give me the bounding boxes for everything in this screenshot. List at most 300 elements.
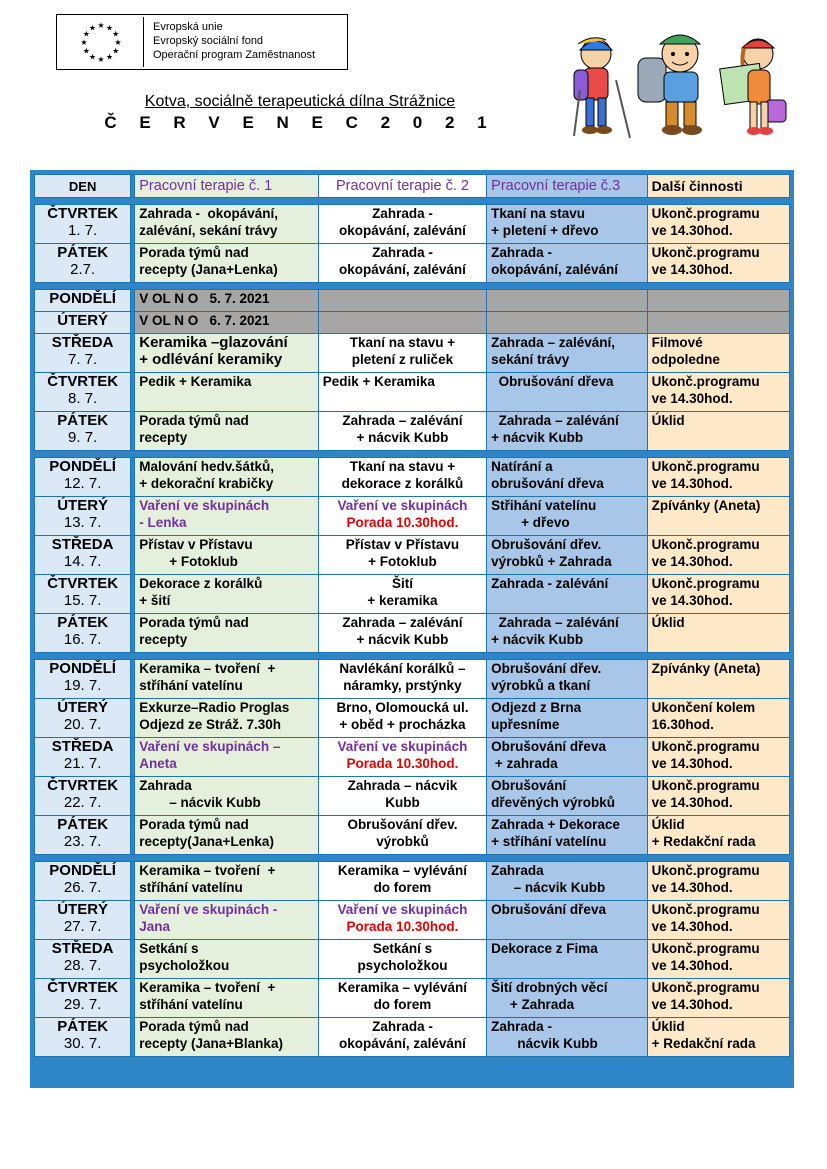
- cell-line: ve 14.30hod.: [651, 223, 733, 238]
- day-name: PÁTEK: [57, 244, 109, 261]
- cell-line: Porada týmů nad: [139, 413, 249, 428]
- day-date: 19. 7.: [63, 677, 102, 694]
- day-cell: [35, 614, 131, 653]
- day-date: 26. 7.: [63, 879, 102, 896]
- activity-cell-c1: [135, 497, 318, 536]
- activity-cell-c2: [318, 940, 486, 979]
- cell-line: ve 14.30hod.: [651, 593, 733, 608]
- activity-cell-c4: [647, 738, 789, 777]
- cell-line: Ukonč.programu: [651, 863, 760, 878]
- activity-cell-c1: [135, 699, 318, 738]
- cell-line: Setkání s: [372, 941, 433, 956]
- column-header: Pracovní terapie č. 1: [135, 175, 318, 198]
- eu-star-icon: ★: [82, 29, 90, 39]
- cell-line: Ukonč.programu: [651, 980, 760, 995]
- cell-line: Keramika –glazování: [139, 334, 288, 351]
- activity-cell-c1: [135, 979, 318, 1018]
- cell-line: Obrušování dřev.: [347, 817, 458, 832]
- cell-line: Vaření ve skupinách: [139, 498, 270, 513]
- day-date: 7. 7.: [68, 351, 98, 368]
- activity-cell-c4: [647, 497, 789, 536]
- day-cell: [35, 699, 131, 738]
- cell-line: recepty: [139, 632, 188, 647]
- day-name: PONDĚLÍ: [49, 862, 116, 879]
- activity-cell-c1: [135, 412, 318, 451]
- cell-line: Porada 10.30hod.: [346, 919, 459, 934]
- cell-line: + dřevo: [491, 515, 570, 530]
- activity-cell-c4: [647, 940, 789, 979]
- activity-cell-c4: [647, 458, 789, 497]
- cell-line: Porada týmů nad: [139, 615, 249, 630]
- activity-cell-c3: [487, 205, 647, 244]
- day-cell: [35, 979, 131, 1018]
- cell-line: Zahrada – zalévání,: [491, 335, 615, 350]
- day-date: 30. 7.: [63, 1035, 102, 1052]
- cell-line: Setkání s: [139, 941, 199, 956]
- activity-cell-c2: [318, 205, 486, 244]
- activity-cell-c3: [487, 536, 647, 575]
- cell-line: Vaření ve skupinách: [337, 902, 468, 917]
- activity-cell-c3: [487, 497, 647, 536]
- cell-line: Porada týmů nad: [139, 245, 249, 260]
- cell-line: – nácvik Kubb: [139, 795, 261, 810]
- day-date: 29. 7.: [63, 996, 102, 1013]
- cell-line: + Fotoklub: [368, 554, 437, 569]
- activity-cell-c3: [487, 901, 647, 940]
- eu-line: Operační program Zaměstnanost: [153, 49, 316, 61]
- day-cell: [35, 536, 131, 575]
- cell-line: Ukonč.programu: [651, 245, 760, 260]
- cell-line: ve 14.30hod.: [651, 958, 733, 973]
- cell-line: stříhání vatelínu: [139, 678, 243, 693]
- activity-cell-c1: [135, 290, 318, 312]
- cell-line: Ukonč.programu: [651, 902, 760, 917]
- eu-star-icon: ★: [88, 23, 97, 33]
- day-cell: [35, 458, 131, 497]
- cell-line: Aneta: [139, 756, 177, 771]
- eu-logo-text: [153, 20, 315, 62]
- cell-line: Odjezd ze Stráž. 7.30h: [139, 717, 282, 732]
- day-cell: [35, 290, 131, 312]
- day-date: 14. 7.: [63, 553, 102, 570]
- day-cell: [35, 244, 131, 283]
- week-separator-cell: [35, 855, 790, 862]
- schedule-row: [35, 290, 790, 312]
- cell-line: ve 14.30hod.: [651, 919, 733, 934]
- cell-line: – nácvik Kubb: [491, 880, 606, 895]
- cell-line: Navlékání korálků –: [339, 661, 466, 676]
- activity-cell-c1: [135, 244, 318, 283]
- cell-line: Zpívánky (Aneta): [651, 661, 761, 676]
- schedule-row: [35, 312, 790, 334]
- day-date: 23. 7.: [63, 833, 102, 850]
- cell-line: Zahrada -: [372, 1019, 433, 1034]
- cell-line: Zahrada -: [372, 245, 433, 260]
- kid-hiker-icon: [638, 35, 702, 135]
- cell-line: Ukonč.programu: [651, 739, 760, 754]
- eu-star-icon: ★: [114, 38, 122, 47]
- cell-line: stříhání vatelínu: [139, 880, 243, 895]
- cell-line: recepty(Jana+Lenka): [139, 834, 274, 849]
- cell-line: ve 14.30hod.: [651, 756, 733, 771]
- cell-line: Zahrada – zalévání: [342, 615, 463, 630]
- hiking-kids-illustration: [572, 30, 790, 142]
- cell-line: Dekorace z korálků: [139, 576, 263, 591]
- schedule-row: [35, 373, 790, 412]
- cell-line: Zahrada + Dekorace: [491, 817, 620, 832]
- cell-line: dekorace z korálků: [341, 476, 464, 491]
- activity-cell-c2: [318, 777, 486, 816]
- cell-line: Porada 10.30hod.: [346, 756, 459, 771]
- cell-line: Obrušování dřeva: [491, 902, 606, 917]
- cell-line: Zahrada – nácvik: [347, 778, 458, 793]
- cell-line: + Redakční rada: [651, 834, 756, 849]
- day-cell: [35, 862, 131, 901]
- activity-cell-c3: [487, 738, 647, 777]
- cell-line: Úklid: [651, 817, 685, 832]
- cell-line: Tkaní na stavu: [491, 206, 585, 221]
- activity-cell-c4: [647, 290, 789, 312]
- week-separator: [35, 451, 790, 458]
- cell-line: ve 14.30hod.: [651, 476, 733, 491]
- activity-cell-c1: [135, 536, 318, 575]
- day-name: PONDĚLÍ: [49, 290, 116, 307]
- cell-line: + dekorační krabičky: [139, 476, 274, 491]
- day-cell: [35, 373, 131, 412]
- cell-line: Úklid: [651, 1019, 685, 1034]
- cell-line: + nácvik Kubb: [356, 632, 449, 647]
- cell-line: Střihání vatelínu: [491, 498, 597, 513]
- cell-line: obrušování dřeva: [491, 476, 604, 491]
- activity-cell-c2: [318, 816, 486, 855]
- day-date: 27. 7.: [63, 918, 102, 935]
- day-name: ČTVRTEK: [47, 205, 119, 222]
- cell-line: + nácvik Kubb: [491, 632, 584, 647]
- activity-cell-c3: [487, 575, 647, 614]
- activity-cell-c2: [318, 497, 486, 536]
- eu-line: Evropský sociální fond: [153, 35, 264, 47]
- schedule-row: [35, 660, 790, 699]
- activity-cell-c1: [135, 940, 318, 979]
- activity-cell-c3: [487, 1018, 647, 1057]
- cell-line: Porada 10.30hod.: [346, 515, 459, 530]
- day-date: 21. 7.: [63, 755, 102, 772]
- day-name: ÚTERÝ: [57, 312, 109, 329]
- header-row: [35, 175, 790, 198]
- activity-cell-c4: [647, 373, 789, 412]
- cell-line: + odlévání keramiky: [139, 351, 283, 368]
- cell-line: Ukonč.programu: [651, 206, 760, 221]
- activity-cell-c2: [318, 738, 486, 777]
- activity-cell-c1: [135, 816, 318, 855]
- cell-line: recepty: [139, 430, 188, 445]
- cell-line: výrobků a tkaní: [491, 678, 591, 693]
- activity-cell-c4: [647, 901, 789, 940]
- schedule-row: [35, 940, 790, 979]
- cell-line: Ukonč.programu: [651, 459, 760, 474]
- kid-with-map-icon: [720, 39, 786, 135]
- cell-line: ve 14.30hod.: [651, 554, 733, 569]
- cell-line: nácvik Kubb: [491, 1036, 598, 1051]
- cell-line: Vaření ve skupinách -: [139, 902, 278, 917]
- cell-line: 16.30hod.: [651, 717, 714, 732]
- cell-line: okopávání, zalévání: [339, 262, 466, 277]
- kid-hiker-icon: [574, 38, 630, 138]
- activity-cell-c2: [318, 979, 486, 1018]
- cell-line: Keramika – vylévání: [337, 863, 467, 878]
- cell-line: Zahrada: [491, 863, 544, 878]
- activity-cell-c2: [318, 373, 486, 412]
- schedule-row: [35, 777, 790, 816]
- activity-cell-c1: [135, 373, 318, 412]
- day-name: STŘEDA: [51, 940, 114, 957]
- cell-line: Vaření ve skupinách: [337, 498, 468, 513]
- column-header: Pracovní terapie č. 2: [318, 175, 486, 198]
- activity-cell-c4: [647, 412, 789, 451]
- day-cell: [35, 412, 131, 451]
- day-cell: [35, 738, 131, 777]
- activity-cell-c1: [135, 738, 318, 777]
- activity-cell-c3: [487, 862, 647, 901]
- cell-line: Pedik + Keramika: [139, 374, 252, 389]
- cell-line: Zahrada - zalévání: [491, 576, 609, 591]
- day-cell: [35, 312, 131, 334]
- activity-cell-c1: [135, 312, 318, 334]
- day-date: 15. 7.: [63, 592, 102, 609]
- cell-line: náramky, prstýnky: [343, 678, 462, 693]
- cell-line: V OL N O 6. 7. 2021: [139, 313, 270, 328]
- cell-line: Šití: [391, 576, 413, 591]
- cell-line: stříhání vatelínu: [139, 997, 243, 1012]
- activity-cell-c2: [318, 1018, 486, 1057]
- schedule-row: [35, 862, 790, 901]
- activity-cell-c4: [647, 816, 789, 855]
- eu-flag-icon: [59, 17, 144, 67]
- schedule-row: [35, 458, 790, 497]
- day-cell: [35, 777, 131, 816]
- cell-line: Ukonč.programu: [651, 576, 760, 591]
- day-date: 16. 7.: [63, 631, 102, 648]
- cell-line: Exkurze–Radio Proglas: [139, 700, 290, 715]
- activity-cell-c2: [318, 575, 486, 614]
- activity-cell-c4: [647, 205, 789, 244]
- schedule-row: [35, 738, 790, 777]
- day-name: ČTVRTEK: [47, 373, 119, 390]
- schedule-row: [35, 1018, 790, 1057]
- week-separator-cell: [35, 451, 790, 458]
- cell-line: Keramika – vylévání: [337, 980, 467, 995]
- day-name: PÁTEK: [57, 614, 109, 631]
- cell-line: + Zahrada: [491, 997, 575, 1012]
- cell-line: + oběd + procházka: [339, 717, 466, 732]
- column-header: DEN: [35, 175, 131, 198]
- cell-line: Tkaní na stavu +: [349, 335, 456, 350]
- day-name: ČTVRTEK: [47, 575, 119, 592]
- activity-cell-c2: [318, 290, 486, 312]
- eu-star-icon: ★: [80, 38, 88, 47]
- day-name: STŘEDA: [51, 334, 114, 351]
- week-separator-cell: [35, 653, 790, 660]
- schedule-row: [35, 901, 790, 940]
- activity-cell-c1: [135, 777, 318, 816]
- cell-line: Pedik + Keramika: [322, 374, 435, 389]
- activity-cell-c3: [487, 614, 647, 653]
- cell-line: Keramika – tvoření +: [139, 863, 276, 878]
- week-separator-cell: [35, 283, 790, 290]
- day-name: ÚTERÝ: [57, 497, 109, 514]
- activity-cell-c1: [135, 334, 318, 373]
- column-header: Pracovní terapie č.3: [487, 175, 647, 198]
- day-name: ČTVRTEK: [47, 979, 119, 996]
- cell-line: recepty (Jana+Blanka): [139, 1036, 283, 1051]
- activity-cell-c4: [647, 614, 789, 653]
- day-date: 20. 7.: [63, 716, 102, 733]
- schedule-row: [35, 497, 790, 536]
- day-cell: [35, 940, 131, 979]
- day-name: PÁTEK: [57, 1018, 109, 1035]
- eu-star-icon: ★: [88, 52, 97, 62]
- activity-cell-c2: [318, 660, 486, 699]
- activity-cell-c4: [647, 312, 789, 334]
- column-header: Další činnosti: [647, 175, 789, 198]
- cell-line: ve 14.30hod.: [651, 795, 733, 810]
- cell-line: Malování hedv.šátků,: [139, 459, 275, 474]
- day-date: 28. 7.: [63, 957, 102, 974]
- day-date: 2.7.: [70, 261, 96, 278]
- day-name: STŘEDA: [51, 738, 114, 755]
- activity-cell-c3: [487, 334, 647, 373]
- activity-cell-c4: [647, 699, 789, 738]
- cell-line: Zahrada -: [491, 1019, 552, 1034]
- cell-line: Brno, Olomoucká ul.: [336, 700, 469, 715]
- activity-cell-c2: [318, 334, 486, 373]
- activity-cell-c3: [487, 777, 647, 816]
- cell-line: psycholožkou: [139, 958, 230, 973]
- activity-cell-c2: [318, 458, 486, 497]
- week-separator: [35, 855, 790, 862]
- activity-cell-c1: [135, 862, 318, 901]
- activity-cell-c4: [647, 660, 789, 699]
- cell-line: Přístav v Přístavu: [345, 537, 460, 552]
- cell-line: Zahrada - okopávání,: [139, 206, 279, 221]
- cell-line: Vaření ve skupinách: [337, 739, 468, 754]
- day-date: 8. 7.: [68, 390, 98, 407]
- cell-line: výrobků + Zahrada: [491, 554, 612, 569]
- activity-cell-c4: [647, 1018, 789, 1057]
- cell-line: Přístav v Přístavu: [139, 537, 253, 552]
- week-separator: [35, 283, 790, 290]
- cell-line: Ukonč.programu: [651, 941, 760, 956]
- activity-cell-c3: [487, 816, 647, 855]
- day-cell: [35, 575, 131, 614]
- activity-cell-c3: [487, 660, 647, 699]
- day-date: 13. 7.: [63, 514, 102, 531]
- cell-line: Tkaní na stavu +: [349, 459, 456, 474]
- day-name: STŘEDA: [51, 536, 114, 553]
- activity-cell-c2: [318, 536, 486, 575]
- cell-line: zalévání, sekání trávy: [139, 223, 278, 238]
- eu-star-icon: ★: [105, 23, 114, 33]
- week-separator-cell: [35, 198, 790, 205]
- activity-cell-c3: [487, 373, 647, 412]
- activity-cell-c1: [135, 205, 318, 244]
- cell-line: Zpívánky (Aneta): [651, 498, 761, 513]
- cell-line: Úklid: [651, 615, 685, 630]
- eu-star-icon: ★: [112, 29, 120, 39]
- activity-cell-c4: [647, 244, 789, 283]
- schedule-row: [35, 979, 790, 1018]
- cell-line: + pletení + dřevo: [491, 223, 599, 238]
- week-separator: [35, 653, 790, 660]
- schedule-table: [34, 174, 790, 1057]
- cell-line: Ukonč.programu: [651, 374, 760, 389]
- day-cell: [35, 497, 131, 536]
- cell-line: Zahrada -: [372, 206, 433, 221]
- cell-line: výrobků: [376, 834, 429, 849]
- activity-cell-c4: [647, 575, 789, 614]
- cell-line: Keramika – tvoření +: [139, 661, 276, 676]
- schedule-row: [35, 244, 790, 283]
- cell-line: Odjezd z Brna: [491, 700, 582, 715]
- cell-line: + Redakční rada: [651, 1036, 756, 1051]
- day-cell: [35, 1018, 131, 1057]
- cell-line: Ukončení kolem: [651, 700, 756, 715]
- cell-line: Šití drobných věcí: [491, 980, 608, 995]
- cell-line: Zahrada -: [491, 245, 552, 260]
- cell-line: ve 14.30hod.: [651, 880, 733, 895]
- page-title: Kotva, sociálně terapeutická dílna Strážnice: [144, 93, 456, 110]
- activity-cell-c1: [135, 901, 318, 940]
- month-title: Č E R V E N E C 2 0 2 1: [104, 113, 496, 132]
- schedule-row: [35, 205, 790, 244]
- cell-line: Obrušování: [491, 778, 567, 793]
- cell-line: ve 14.30hod.: [651, 391, 733, 406]
- cell-line: upřesníme: [491, 717, 560, 732]
- schedule-row: [35, 536, 790, 575]
- cell-line: Obrušování dřev.: [491, 537, 602, 552]
- eu-logo: [56, 14, 348, 70]
- schedule-row: [35, 699, 790, 738]
- schedule-row: [35, 575, 790, 614]
- activity-cell-c2: [318, 862, 486, 901]
- activity-cell-c2: [318, 901, 486, 940]
- schedule-row: [35, 614, 790, 653]
- day-name: PÁTEK: [57, 412, 109, 429]
- cell-line: Vaření ve skupinách –: [139, 739, 281, 754]
- cell-line: do forem: [373, 997, 432, 1012]
- cell-line: V OL N O 5. 7. 2021: [139, 291, 270, 306]
- activity-cell-c2: [318, 312, 486, 334]
- cell-line: ve 14.30hod.: [651, 262, 733, 277]
- day-cell: [35, 901, 131, 940]
- day-name: PÁTEK: [57, 816, 109, 833]
- cell-line: Porada týmů nad: [139, 1019, 249, 1034]
- schedule-row: [35, 412, 790, 451]
- schedule-row: [35, 334, 790, 373]
- eu-star-icon: ★: [105, 52, 114, 62]
- activity-cell-c3: [487, 458, 647, 497]
- cell-line: Jana: [139, 919, 171, 934]
- day-date: 1. 7.: [68, 222, 98, 239]
- activity-cell-c1: [135, 575, 318, 614]
- activity-cell-c2: [318, 412, 486, 451]
- cell-line: - Lenka: [139, 515, 187, 530]
- activity-cell-c2: [318, 614, 486, 653]
- day-cell: [35, 205, 131, 244]
- cell-line: Obrušování dřeva: [491, 374, 614, 389]
- cell-line: psycholožkou: [357, 958, 448, 973]
- activity-cell-c1: [135, 458, 318, 497]
